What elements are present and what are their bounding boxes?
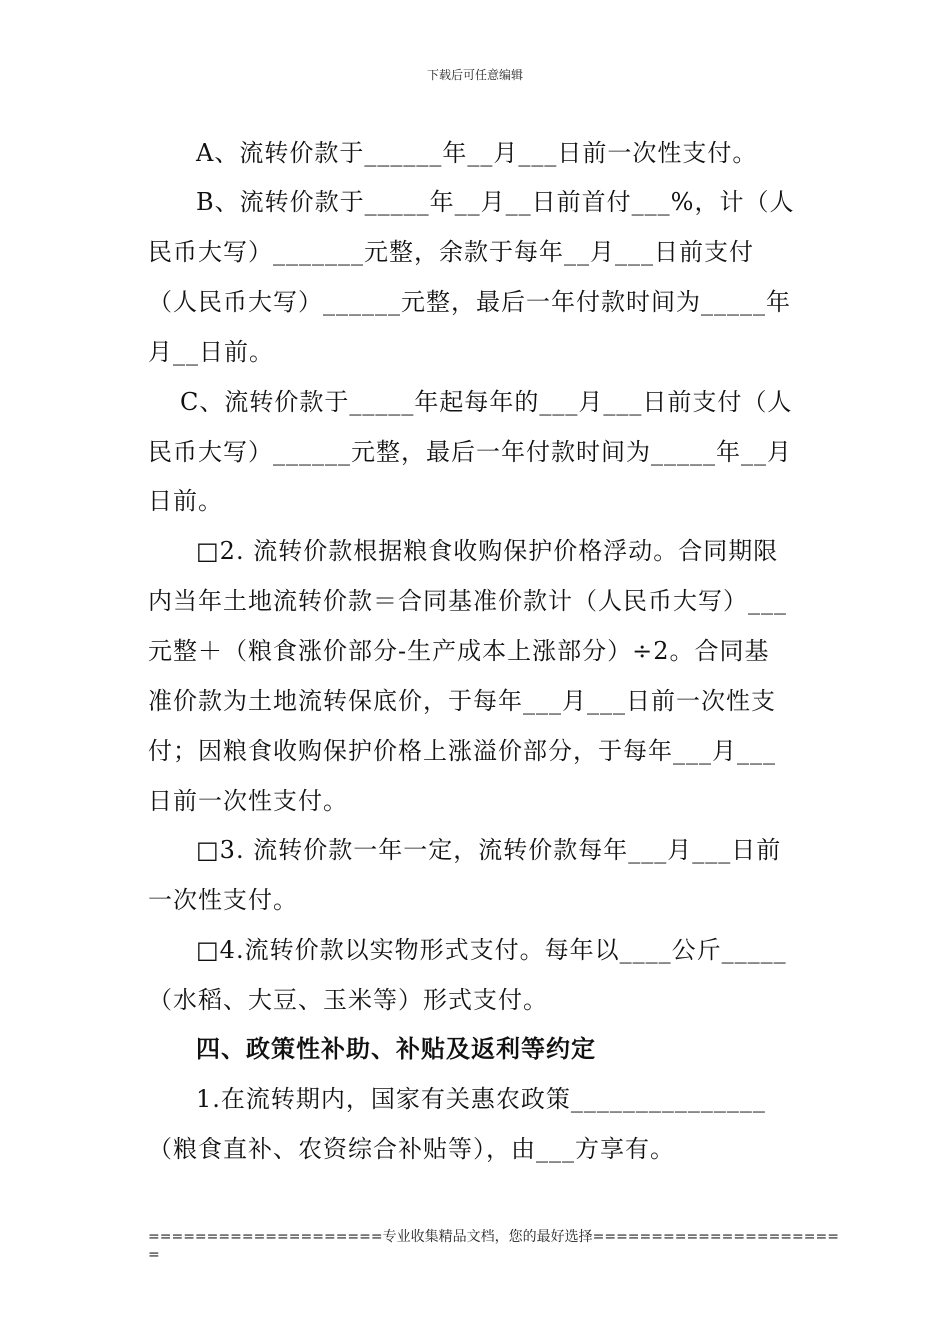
option-4-line-1: □4.流转价款以实物形式支付。每年以____公斤_____ [196, 936, 787, 964]
clause-b-line-4: 月__日前。 [148, 338, 274, 366]
option-3-line-1: □3. 流转价款一年一定，流转价款每年___月___日前 [196, 836, 782, 864]
clause-c-line-3: 日前。 [148, 487, 223, 515]
option-4-line-2: （水稻、大豆、玉米等）形式支付。 [148, 986, 548, 1014]
page-header: 下载后可任意编辑 [426, 68, 523, 82]
section-heading: 四、政策性补助、补贴及返利等约定 [196, 1034, 596, 1063]
option-2-line-2: 内当年土地流转价款＝合同基准价款计（人民币大写）___ [148, 587, 787, 615]
policy-line-2: （粮食直补、农资综合补贴等），由___方享有。 [148, 1135, 675, 1163]
footer-banner-tail: = [148, 1247, 160, 1263]
option-2-line-1: □2. 流转价款根据粮食收购保护价格浮动。合同期限 [196, 537, 779, 565]
option-2-line-5: 付；因粮食收购保护价格上涨溢价部分，于每年___月___ [148, 737, 776, 765]
option-2-line-6: 日前一次性支付。 [148, 787, 348, 815]
policy-line-1: 1.在流转期内，国家有关惠农政策_______________ [196, 1085, 766, 1113]
clause-c-line-1: C、流转价款于_____年起每年的___月___日前支付（人 [180, 388, 793, 416]
clause-a-line-1: A、流转价款于______年__月___日前一次性支付。 [196, 139, 758, 167]
clause-c-line-2: 民币大写）______元整，最后一年付款时间为_____年__月 [148, 438, 792, 466]
footer-banner: ====================专业收集精品文档，您的最好选择===================== [148, 1229, 839, 1245]
option-2-line-4: 准价款为土地流转保底价，于每年___月___日前一次性支 [148, 687, 776, 715]
option-3-line-2: 一次性支付。 [148, 886, 298, 914]
option-2-line-3: 元整＋（粮食涨价部分-生产成本上涨部分）÷2。合同基 [148, 637, 770, 665]
clause-b-line-3: （人民币大写）______元整，最后一年付款时间为_____年 [148, 288, 791, 316]
clause-b-line-1: B、流转价款于_____年__月__日前首付___%，计（人 [196, 188, 795, 216]
clause-b-line-2: 民币大写）_______元整，余款于每年__月___日前支付 [148, 238, 754, 266]
